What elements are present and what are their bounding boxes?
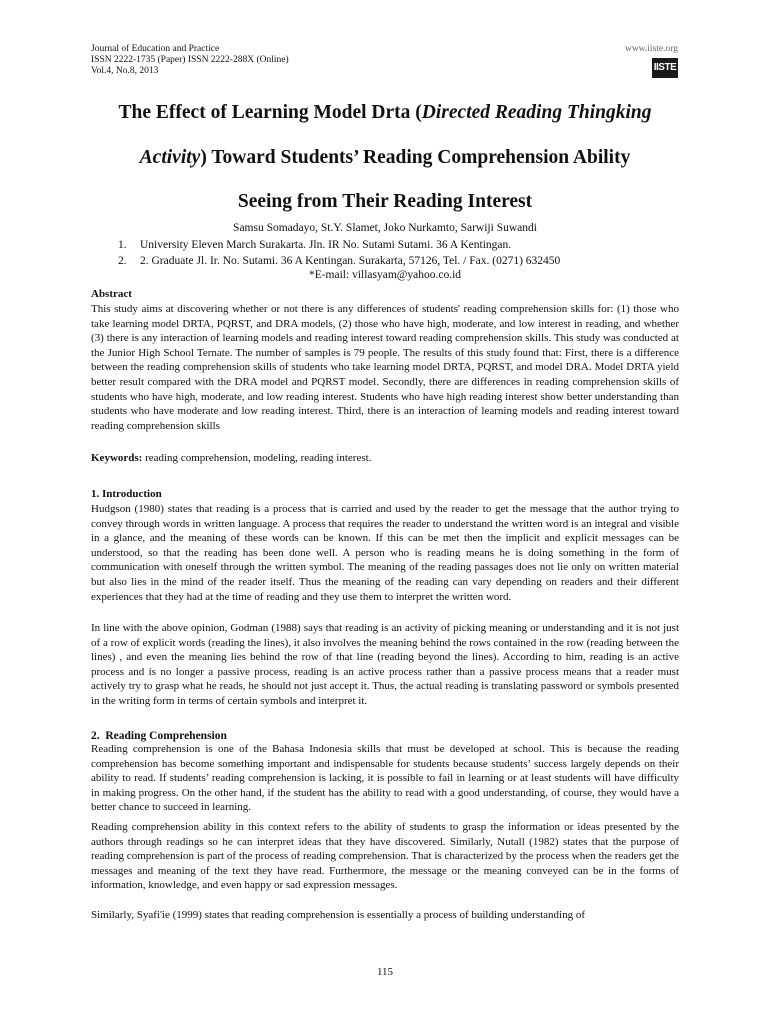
section-2-paragraph-3: Similarly, Syafi'ie (1999) states that reading comprehension is essentially a process of building understanding of [91,909,586,921]
authors: Samsu Somadayo, St.Y. Slamet, Joko Nurkamto, Sarwiji Suwandi [233,222,537,234]
section-2-paragraph-1: Reading comprehension is one of the Bahasa Indonesia skills that must be developed at school. This is because the reading comprehension has become something important and indispensable for students because students’ success largely depends on their ability to read. If students’ reading comprehension is lacking, it is possible to fail in learning or at least students will have difficulty in making progress. On the other hand, if the student has the ability to read with a good understanding, of course, they would have a better chance to succeed in learning. [91,743,679,814]
site-url[interactable]: www.iiste.org [624,44,678,54]
iiste-logo: IISTE [652,58,678,78]
author-email: *E-mail: villasyam@yahoo.co.id [308,269,462,281]
title-text: ) Toward Students’ Reading Comprehension Ability [200,147,631,168]
affiliation-2 [118,254,560,268]
abstract-text: This study aims at discovering whether or not there is any differences of students' reading comprehension skills for: (1) those who take learning model DRTA, PQRST, and DRA models, (2) those who have high, moderate, and low interest in reading, and whether (3) there is any interaction of learning models and reading interest toward reading comprehension skills. This study was conducted at the Junior High School Ternate. The number of samples is 79 people. The results of this study found that: First, there is a difference between the reading comprehension skills of students who take learning model DRTA, PQRST, and model DRA. Model DRTA yield better result compared with the DRA model and PQRST model. Secondly, there are differences in reading comprehension skills of students who have high, moderate, and low reading interest. Students who have high reading interest show better understanding than students who have moderate and low reading interest. Third, there is an interaction of learning models and reading interest toward reading comprehension skills [91,303,679,432]
affiliation-text: 2. Graduate Jl. Ir. No. Sutami. 36 A Kentingan. Surakarta, 57126, Tel. / Fax. (0271) 632450 [140,255,561,267]
journal-header [91,44,289,77]
title-line-3: Seeing from Their Reading Interest [237,191,533,212]
title-italic: Activity [139,147,201,168]
title-line-1 [91,101,679,125]
keywords [91,451,679,466]
section-2-title: Reading Comprehension [105,730,227,742]
affiliation-number: 1. [118,239,127,251]
affiliation-number: 2. [118,255,127,267]
page-number: 115 [376,966,394,978]
title-italic: Directed Reading Thingking [421,102,652,123]
introduction-heading: 1. Introduction [91,488,162,500]
keywords-text: reading comprehension, modeling, reading interest. [142,452,372,464]
keywords-label: Keywords: [91,452,143,464]
journal-issn: ISSN 2222-1735 (Paper) ISSN 2222-288X (Online) [91,55,289,65]
title-text: The Effect of Learning Model Drta ( [118,102,422,123]
introduction-paragraph-1: Hudgson (1980) states that reading is a process that is carried and used by the reader to get the message that the author trying to convey through words in written language. A process that requires the reader to understand the written word is an integral and visible in a glance, and the meaning of these words can be known. If this can be met then the implicit and explicit messages can be understood, so that the reading has been done well. A person who is reading means he is doing something in the form of communication with oneself through the written symbol. The meaning of the reading passages does not lie only on written material but also lies in the mind of the reader itself. Thus the meaning of the reading can vary depending on readers and their different experiences that they had at the time of reading and they use them to interpret the written word. [91,503,679,603]
abstract-heading: Abstract [91,288,132,300]
journal-volume: Vol.4, No.8, 2013 [91,66,159,76]
journal-name: Journal of Education and Practice [91,44,220,54]
section-2-paragraph-2: Reading comprehension ability in this context refers to the ability of students to grasp the information or ideas presented by the authors through readings so he can interpret ideas that they have discovered. Similarly, Nutall (1982) states that the purpose of reading comprehension is part of the process of reading comprehension. That is characterized by the process when the readers get the messages and meaning of the text they have read. Furthermore, the message or the meaning conveyed can be in the forms of information, knowledge, and even happy or sad expression messages. [91,821,679,892]
affiliation-1 [118,238,511,252]
section-2-number: 2. [91,730,100,742]
affiliation-text: University Eleven March Surakarta. Jln. IR No. Sutami Sutami. 36 A Kentingan. [140,239,512,251]
introduction-paragraph-2: In line with the above opinion, Godman (1988) says that reading is an activity of picking meaning or understanding and it is not just of a row of explicit words (reading the lines), it also involves the meaning behind the rows contained in the row (reading between the lines) , and even the meaning lies behind the row of that line (reading beyond the lines). According to him, reading is an active process and is no longer a passive process, reading is an active process rather than a passive process means that a reader must actively try to grasp what he reads, he should not just accept it. Thus, the actual reading is translating password or symbols presented in the writing form in terms of certain symbols and interpret it. [91,622,679,707]
title-line-2 [91,146,679,170]
